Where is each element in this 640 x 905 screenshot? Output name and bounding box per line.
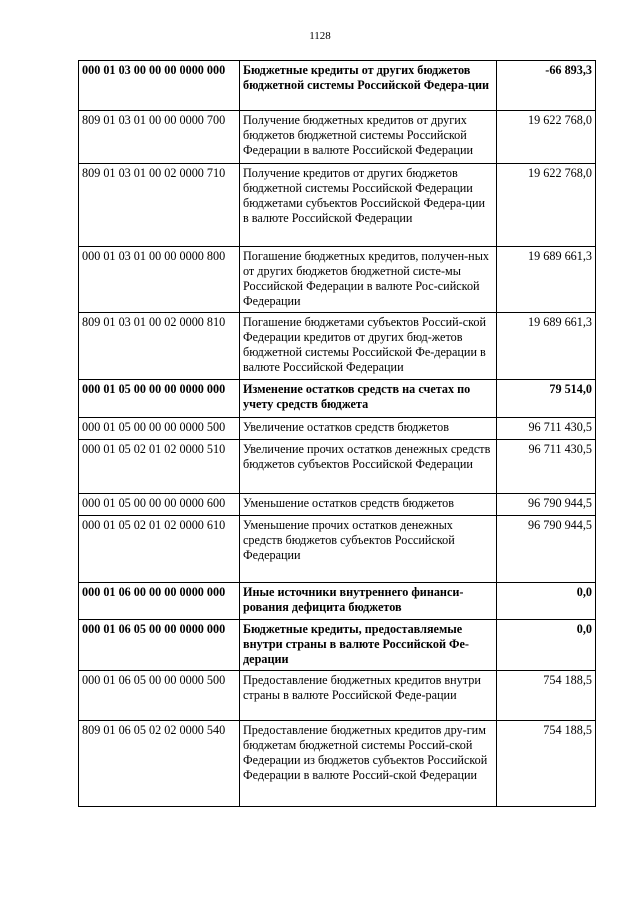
amount-cell: 19 689 661,3 bbox=[497, 313, 596, 380]
description-cell: Увеличение остатков средств бюджетов bbox=[240, 418, 497, 440]
amount-cell: 0,0 bbox=[497, 583, 596, 620]
table-row bbox=[79, 380, 596, 418]
page-number: 1128 bbox=[309, 30, 331, 42]
table-row bbox=[79, 313, 596, 380]
budget-code-cell: 809 01 03 01 00 02 0000 710 bbox=[79, 164, 240, 247]
amount-cell: -66 893,3 bbox=[497, 61, 596, 111]
budget-sources-table bbox=[78, 60, 596, 807]
description-cell: Получение кредитов от других бюджетов бюджетной системы Российской Федерации бюджетами субъектов Российской Федера-ции в валюте Российской Федерации bbox=[240, 164, 497, 247]
description-cell: Уменьшение прочих остатков денежных средств бюджетов субъектов Российской Федерации bbox=[240, 516, 497, 583]
table-row bbox=[79, 418, 596, 440]
budget-code-cell: 000 01 06 05 00 00 0000 500 bbox=[79, 671, 240, 721]
description-cell: Бюджетные кредиты от других бюджетов бюджетной системы Российской Федера-ции bbox=[240, 61, 497, 111]
table-row bbox=[79, 516, 596, 583]
amount-cell: 96 711 430,5 bbox=[497, 440, 596, 494]
amount-cell: 0,0 bbox=[497, 620, 596, 671]
amount-cell: 754 188,5 bbox=[497, 721, 596, 807]
amount-cell: 19 622 768,0 bbox=[497, 164, 596, 247]
budget-code-cell: 809 01 06 05 02 02 0000 540 bbox=[79, 721, 240, 807]
description-cell: Иные источники внутреннего финанси-рования дефицита бюджетов bbox=[240, 583, 497, 620]
description-cell: Погашение бюджетами субъектов Россий-ской Федерации кредитов от других бюд-жетов бюджетной системы Российской Фе-дерации в валюте Российской Федерации bbox=[240, 313, 497, 380]
table-row bbox=[79, 61, 596, 111]
description-cell: Изменение остатков средств на счетах по учету средств бюджета bbox=[240, 380, 497, 418]
table-row bbox=[79, 721, 596, 807]
amount-cell: 79 514,0 bbox=[497, 380, 596, 418]
budget-code-cell: 000 01 03 00 00 00 0000 000 bbox=[79, 61, 240, 111]
budget-code-cell: 000 01 05 00 00 00 0000 600 bbox=[79, 494, 240, 516]
description-cell: Бюджетные кредиты, предоставляемые внутри страны в валюте Российской Фе-дерации bbox=[240, 620, 497, 671]
amount-cell: 96 790 944,5 bbox=[497, 494, 596, 516]
budget-code-cell: 809 01 03 01 00 02 0000 810 bbox=[79, 313, 240, 380]
amount-cell: 19 689 661,3 bbox=[497, 247, 596, 313]
budget-code-cell: 000 01 06 00 00 00 0000 000 bbox=[79, 583, 240, 620]
budget-code-cell: 000 01 05 00 00 00 0000 500 bbox=[79, 418, 240, 440]
table-row bbox=[79, 620, 596, 671]
table-row bbox=[79, 440, 596, 494]
amount-cell: 19 622 768,0 bbox=[497, 111, 596, 164]
table-row bbox=[79, 671, 596, 721]
budget-code-cell: 000 01 06 05 00 00 0000 000 bbox=[79, 620, 240, 671]
table-row bbox=[79, 164, 596, 247]
table-row bbox=[79, 583, 596, 620]
budget-code-cell: 000 01 05 02 01 02 0000 610 bbox=[79, 516, 240, 583]
table-row bbox=[79, 111, 596, 164]
amount-cell: 96 790 944,5 bbox=[497, 516, 596, 583]
description-cell: Погашение бюджетных кредитов, получен-ных от других бюджетов бюджетной систе-мы Российской Федерации в валюте Рос-сийской Федерации bbox=[240, 247, 497, 313]
description-cell: Уменьшение остатков средств бюджетов bbox=[240, 494, 497, 516]
description-cell: Предоставление бюджетных кредитов дру-гим бюджетам бюджетной системы Россий-ской Федерации из бюджетов субъектов Российской Федерации в валюте Россий-ской Федерации bbox=[240, 721, 497, 807]
table-row bbox=[79, 247, 596, 313]
budget-code-cell: 000 01 05 02 01 02 0000 510 bbox=[79, 440, 240, 494]
amount-cell: 754 188,5 bbox=[497, 671, 596, 721]
budget-code-cell: 809 01 03 01 00 00 0000 700 bbox=[79, 111, 240, 164]
description-cell: Предоставление бюджетных кредитов внутри страны в валюте Российской Феде-рации bbox=[240, 671, 497, 721]
description-cell: Увеличение прочих остатков денежных средств бюджетов субъектов Российской Федерации bbox=[240, 440, 497, 494]
budget-code-cell: 000 01 05 00 00 00 0000 000 bbox=[79, 380, 240, 418]
budget-code-cell: 000 01 03 01 00 00 0000 800 bbox=[79, 247, 240, 313]
amount-cell: 96 711 430,5 bbox=[497, 418, 596, 440]
description-cell: Получение бюджетных кредитов от других бюджетов бюджетной системы Российской Федерации в валюте Российской Федерации bbox=[240, 111, 497, 164]
table-row bbox=[79, 494, 596, 516]
